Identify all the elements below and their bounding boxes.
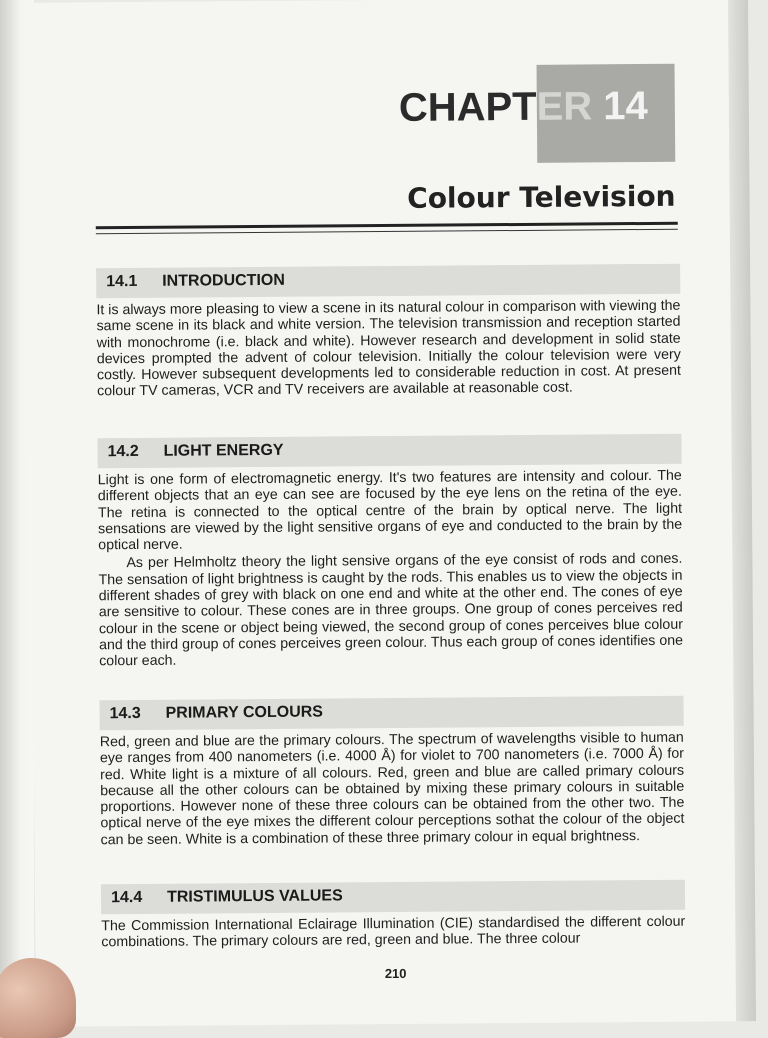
section-heading bbox=[106, 272, 285, 291]
section-heading-bar bbox=[96, 264, 680, 299]
section-body bbox=[101, 914, 685, 951]
book-page bbox=[28, 0, 756, 1027]
chapter-label-prefix: CHAPT bbox=[398, 84, 537, 130]
section-body bbox=[100, 730, 685, 849]
paragraph: It is always more pleasing to view a scene in its natural colour in comparison with viewing the same scene in its black and white version. The television transmission and reception started with monochrome (i.e. black and white). However research and development in solid state devices prompted the advent of colour television. Initially the colour television were very costly. However subsequent developments led to considerable reduction in cost. At present colour TV cameras, VCR and TV receivers are available at reasonable cost. bbox=[96, 297, 681, 400]
section-heading bbox=[110, 704, 323, 724]
section-heading-bar bbox=[99, 696, 683, 731]
section-number: 14.4 bbox=[110, 888, 143, 907]
paragraph: As per Helmholtz theory the light sensive organs of the eye consist of rods and cones. The sensation of light brightness is caught by the rods. This enables us to view the objects in different shades of grey with black on one end and white at the other end. The cones of eye are sensitive to colour. These cones are in three groups. One group of cones perceives red colour in the scene or object being viewed, the second group of cones perceives blue colour and the third group of cones perceives green colour. Thus each group of cones identifies one colour each. bbox=[98, 551, 684, 670]
chapter-title: Colour Television bbox=[407, 179, 676, 215]
page-number: 210 bbox=[384, 965, 407, 982]
section-heading-text: TRISTIMULUS VALUES bbox=[166, 887, 343, 906]
section-heading-text: PRIMARY COLOURS bbox=[165, 703, 324, 722]
chapter-number: 14 bbox=[603, 83, 648, 129]
section-heading bbox=[107, 442, 283, 461]
section-heading-text: LIGHT ENERGY bbox=[163, 441, 284, 460]
paragraph: The Commission International Eclairage Illumination (CIE) standardised the different colour combinations. The primary colours are red, green and blue. The three colour bbox=[101, 913, 686, 951]
section-number: 14.3 bbox=[109, 704, 141, 723]
section-heading-text: INTRODUCTION bbox=[162, 271, 285, 290]
page-edge bbox=[728, 0, 756, 1021]
title-rule-thick bbox=[96, 222, 678, 230]
paragraph: Red, green and blue are the primary colours. The spectrum of wavelengths visible to human eye ranges from 400 nanometers (i.e. 4000 Å) for violet to 700 nanometers (i.e. 7000 Å) for red. White light is a mixture of all colours. Red, green and blue are called primary colours because all the other colours can be obtained by mixing these primary colours in suitable proportions. However none of these three colours can be obtained from the other two. The optical nerve of the eye mixes the different colour perceptions sothat the colour of the object can be seen. White is a combination of these three primary colour in equal brightness. bbox=[99, 729, 685, 849]
section-body bbox=[98, 468, 684, 670]
chapter-label-suffix: ER bbox=[536, 84, 593, 129]
section-heading-bar bbox=[97, 434, 681, 469]
section-heading-bar bbox=[101, 880, 685, 915]
section-heading bbox=[111, 887, 343, 907]
section-number: 14.2 bbox=[107, 442, 139, 461]
paragraph: Light is one form of electromagnetic energy. It's two features are intensity and colour. The different objects that an eye can see are focused by the eye lens on the retina of the eye. The retina is connected to the optical centre of the brain by optical nerve. The light sensations are viewed by the light sensitive organs of eye and conducted to the brain by the optical nerve. bbox=[97, 467, 683, 554]
section-body bbox=[96, 298, 681, 400]
chapter-heading bbox=[399, 84, 699, 131]
title-rule-thin bbox=[96, 229, 678, 235]
section-number: 14.1 bbox=[106, 272, 138, 291]
